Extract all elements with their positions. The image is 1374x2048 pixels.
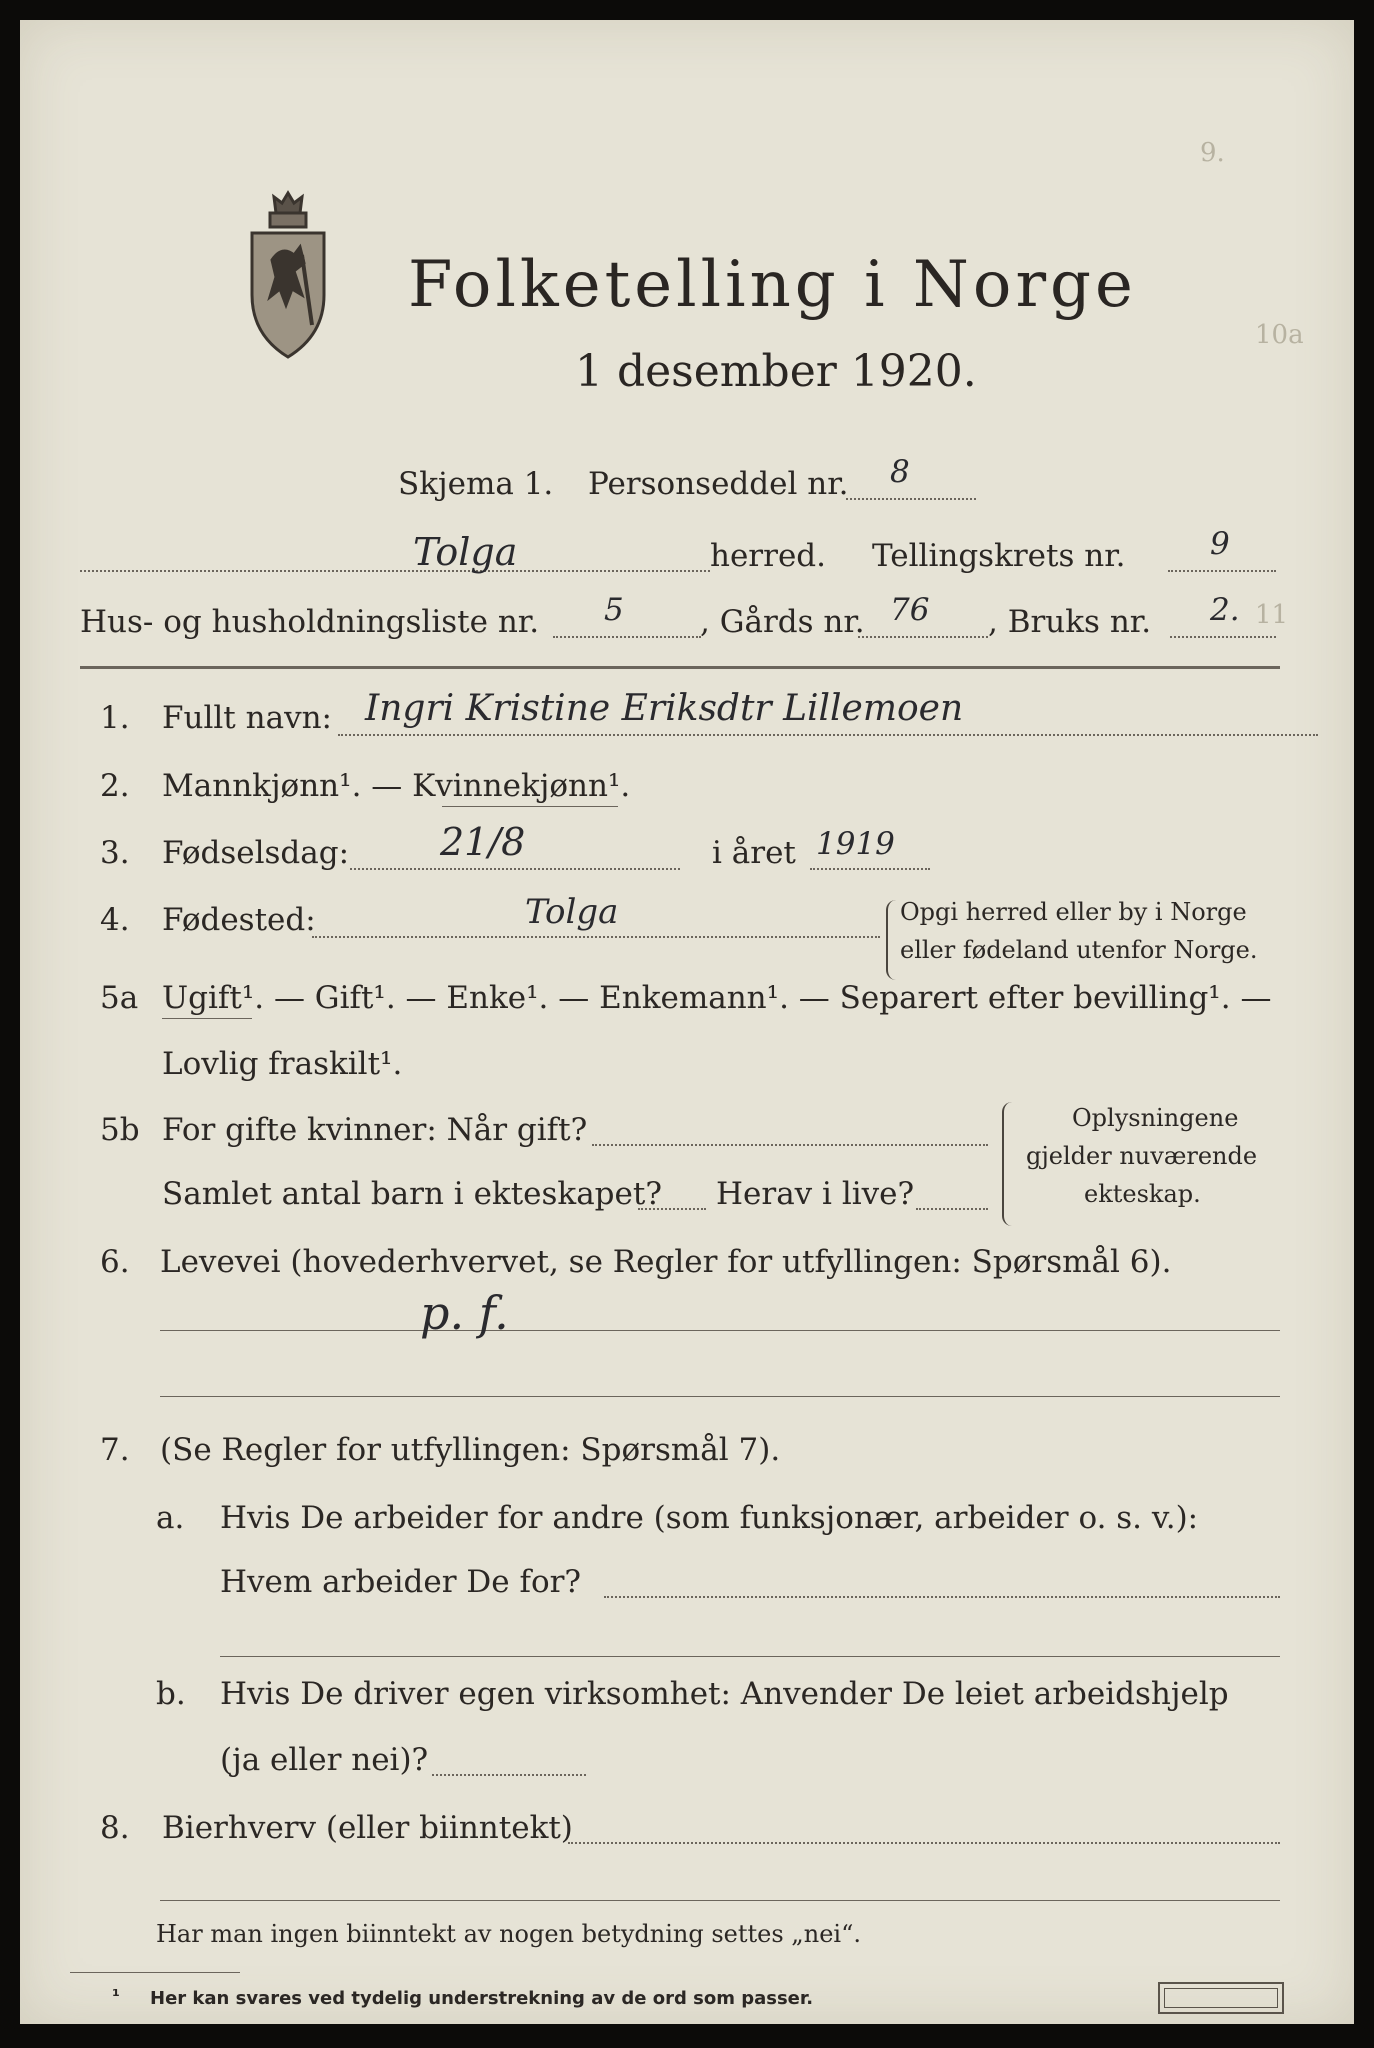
q7a-employer-line (604, 1596, 1280, 1598)
q7a-label-2: Hvem arbeider De for? (220, 1564, 582, 1600)
q4-note-bracket (886, 900, 898, 980)
gards-line (858, 636, 988, 638)
q5b-note-line-3: ekteskap. (1084, 1180, 1201, 1208)
q7a-number: a. (156, 1500, 185, 1536)
page-title: Folketelling i Norge (408, 248, 1137, 322)
q8-answer-line-2 (160, 1900, 1280, 1901)
q3-line (350, 868, 680, 870)
schema-label: Skjema 1. (398, 466, 554, 502)
q5b-number: 5b (100, 1112, 140, 1148)
q8-label: Bierhverv (eller biinntekt) (162, 1810, 573, 1846)
gards-label: , Gårds nr. (700, 604, 865, 640)
herred-line (80, 570, 710, 572)
q5a-label-2: Lovlig fraskilt¹. (162, 1046, 403, 1082)
hus-label: Hus- og husholdningsliste nr. (80, 604, 540, 640)
q3-label: Fødselsdag: (162, 835, 350, 871)
q7a-answer-line-2 (220, 1656, 1280, 1657)
q6-answer-line-1 (160, 1330, 1280, 1331)
q1-value: Ingri Kristine Eriksdtr Lillemoen (365, 688, 964, 729)
personseddel-value: 8 (890, 454, 910, 490)
q6-value: p. f. (420, 1286, 509, 1340)
bruks-label: , Bruks nr. (988, 604, 1152, 640)
section-divider (80, 666, 1280, 669)
gards-value: 76 (890, 592, 930, 628)
q4-label: Fødested: (162, 902, 316, 938)
bruks-line (1170, 636, 1276, 638)
q6-number: 6. (100, 1244, 130, 1280)
q7b-label-2: (ja eller nei)? (220, 1742, 429, 1778)
tellingskrets-label: Tellingskrets nr. (872, 538, 1126, 574)
norway-coat-of-arms-icon (242, 185, 334, 365)
q5a-label: Ugift¹. — Gift¹. — Enke¹. — Enkemann¹. — Separert efter bevilling¹. — (162, 980, 1272, 1016)
q5b-label-2: Samlet antal barn i ekteskapet? (162, 1176, 662, 1212)
q7a-label: Hvis De arbeider for andre (som funksjonær, arbeider o. s. v.): (220, 1500, 1199, 1536)
q2-label: Mannkjønn¹. — Kvinnekjønn¹. (162, 768, 631, 804)
q6-answer-line-2 (160, 1396, 1280, 1397)
q7-number: 7. (100, 1432, 130, 1468)
q3-number: 3. (100, 835, 130, 871)
footnote-text: Her kan svares ved tydelig understrekning av de ord som passer. (150, 1988, 814, 2009)
q7b-label: Hvis De driver egen virksomhet: Anvender De leiet arbeidshjelp (220, 1676, 1229, 1712)
q5b-note-bracket (1002, 1102, 1014, 1226)
bleed-through-text: 10a (1255, 320, 1304, 350)
herred-value: Tolga (413, 530, 518, 574)
q5b-note-line-1: Oplysningene (1072, 1104, 1239, 1132)
q3-year-label: i året (712, 835, 796, 871)
tellingskrets-value: 9 (1210, 526, 1230, 562)
census-form-sheet (20, 20, 1354, 2024)
footnote-mark: ¹ (112, 1986, 120, 2007)
q7b-answer-line (432, 1774, 586, 1776)
q4-value: Tolga (525, 892, 619, 932)
q5a-underline (162, 1018, 252, 1019)
personseddel-label: Personseddel nr. (588, 466, 849, 502)
q8-answer-line (568, 1842, 1280, 1844)
footnote-rule (70, 1972, 240, 1973)
q6-label: Levevei (hovederhvervet, se Regler for utfyllingen: Spørsmål 6). (160, 1244, 1172, 1280)
q1-line (338, 734, 1318, 736)
q5b-label-3: Herav i live? (716, 1176, 915, 1212)
q3-value: 21/8 (440, 820, 526, 864)
q5a-number: 5a (100, 980, 139, 1016)
q8-number: 8. (100, 1810, 130, 1846)
q3-year-value: 1919 (816, 826, 895, 862)
census-date: 1 desember 1920. (575, 346, 977, 397)
tellingskrets-line (1168, 570, 1276, 572)
q5b-label: For gifte kvinner: Når gift? (162, 1112, 588, 1148)
herred-label: herred. (710, 538, 826, 574)
printer-stamp (1158, 1982, 1284, 2014)
bleed-through-text: 9. (1200, 138, 1225, 168)
q5b-alive-line (916, 1208, 988, 1210)
bruks-value: 2. (1210, 592, 1240, 628)
q3-year-line (810, 868, 930, 870)
q4-number: 4. (100, 902, 130, 938)
personseddel-line (846, 498, 976, 500)
q8-note: Har man ingen biinntekt av nogen betydning settes „nei“. (156, 1920, 861, 1948)
q7b-number: b. (156, 1676, 186, 1712)
bleed-through-text: 11 (1255, 600, 1289, 630)
q5b-children-line (638, 1208, 706, 1210)
hus-value: 5 (604, 592, 624, 628)
q1-label: Fullt navn: (162, 700, 332, 736)
hus-line (553, 636, 701, 638)
q2-number: 2. (100, 768, 130, 804)
q4-note-line-1: Opgi herred eller by i Norge (900, 898, 1247, 926)
q2-underline (442, 806, 618, 807)
q7-label: (Se Regler for utfyllingen: Spørsmål 7). (160, 1432, 781, 1468)
q1-number: 1. (100, 700, 130, 736)
q5b-married-line (592, 1144, 988, 1146)
q5b-note-line-2: gjelder nuværende (1026, 1142, 1258, 1170)
q4-note-line-2: eller fødeland utenfor Norge. (900, 936, 1258, 964)
q4-line (312, 936, 880, 938)
